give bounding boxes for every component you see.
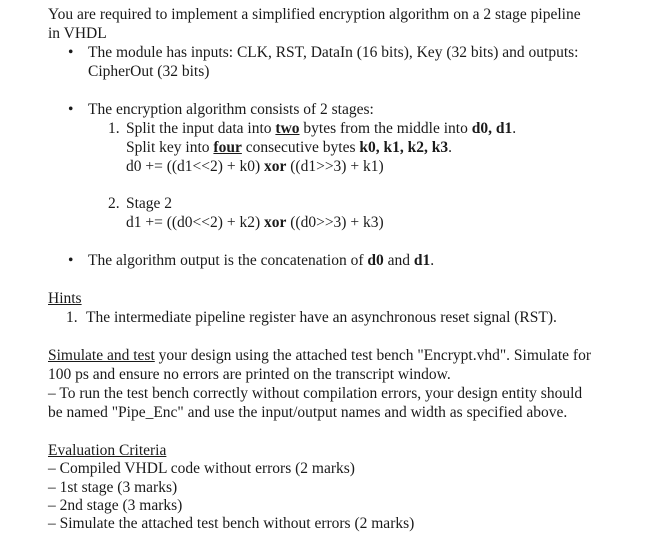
- stage-2-formula: d1 += ((d0<<2) + k2) xor ((d0>>3) + k3): [126, 214, 384, 231]
- stage-2-title: Stage 2: [126, 195, 173, 212]
- emphasis-keys: k0, k1, k2, k3: [359, 139, 449, 156]
- bullet-module-io-line-2: CipherOut (32 bits): [88, 63, 210, 80]
- xor-operator: xor: [263, 158, 287, 175]
- xor-operator: xor: [263, 214, 287, 231]
- intro-line-2: in VHDL: [48, 25, 107, 42]
- bullet-marker: •: [68, 101, 74, 118]
- hint-number: 1.: [66, 309, 78, 326]
- hint-text: The intermediate pipeline register have an asynchronous reset signal (RST).: [86, 309, 557, 326]
- bullet-marker: •: [68, 252, 74, 269]
- simulate-line-1: Simulate and test your design using the attached test bench "Encrypt.vhd". Simulate for: [48, 347, 591, 364]
- evaluation-item: – 1st stage (3 marks): [48, 479, 178, 496]
- stage-2-number: 2.: [108, 195, 120, 212]
- simulate-line-2: 100 ps and ensure no errors are printed on the transcript window.: [48, 366, 451, 383]
- evaluation-heading: Evaluation Criteria: [48, 442, 167, 459]
- simulate-heading: Simulate and test: [48, 347, 155, 364]
- bullet-output-text: The algorithm output is the concatenation of d0 and d1.: [88, 252, 435, 269]
- bullet-marker: •: [68, 44, 74, 61]
- intro-line-1: You are required to implement a simplified encryption algorithm on a 2 stage pipeline: [48, 6, 581, 23]
- stage-1-number: 1.: [108, 120, 120, 137]
- stage-1-line-2: Split key into four consecutive bytes k0, k1, k2, k3.: [126, 139, 452, 156]
- emphasis-four: four: [213, 139, 242, 156]
- simulate-line-3: – To run the test bench correctly without compilation errors, your design entity should: [48, 385, 583, 402]
- emphasis-d0-d1: d0, d1: [471, 120, 513, 137]
- evaluation-item: – Compiled VHDL code without errors (2 marks): [48, 460, 355, 477]
- evaluation-item: – 2nd stage (3 marks): [48, 497, 183, 514]
- bullet-algorithm-stages-text: The encryption algorithm consists of 2 stages:: [88, 101, 374, 118]
- hints-heading: Hints: [48, 290, 82, 307]
- simulate-line-4: be named "Pipe_Enc" and use the input/output names and width as specified above.: [48, 404, 568, 421]
- stage-1-line-1: Split the input data into two bytes from the middle into d0, d1.: [126, 120, 517, 137]
- bullet-module-io-line-1: The module has inputs: CLK, RST, DataIn (16 bits), Key (32 bits) and outputs:: [88, 44, 579, 61]
- evaluation-item: – Simulate the attached test bench without errors (2 marks): [48, 515, 415, 532]
- stage-1-formula: d0 += ((d1<<2) + k0) xor ((d1>>3) + k1): [126, 158, 384, 175]
- emphasis-two: two: [275, 120, 300, 137]
